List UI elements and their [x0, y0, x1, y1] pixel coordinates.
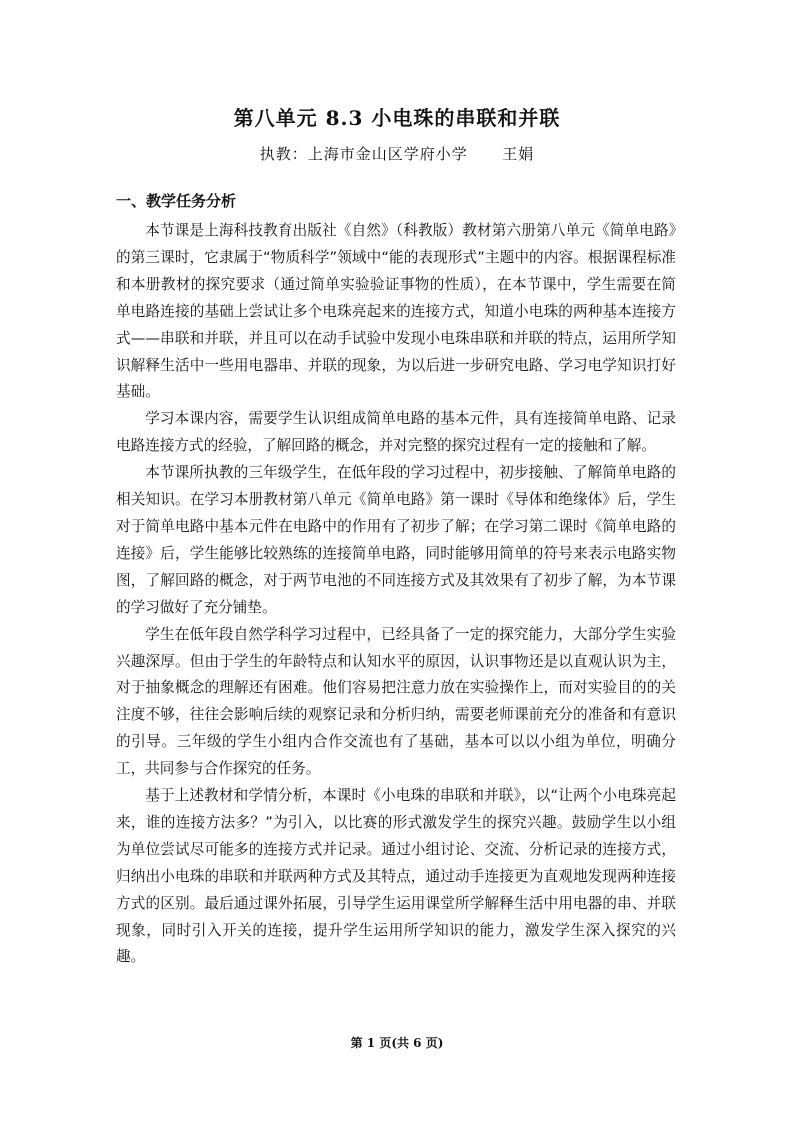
paragraph-2: 学习本课内容，需要学生认识组成简单电路的基本元件，具有连接简单电路、记录电路连接方式的经验，了解回路的概念，并对完整的探究过程有一定的接触和了解。	[116, 410, 676, 455]
paragraph-1: 本节课是上海科技教育出版社《自然》（科教版）教材第六册第八单元《简单电路》的第三课时，它隶属于“物质科学”领域中“能的表现形式”主题中的内容。根据课程标准和本册教材的探究要求（通过简单实验验证事物的性质），在本节课中，学生需要在简单电路连接的基础上尝试让多个电珠亮起来的连接方式，知道小电珠的两种基本连接方式——串联和并联，并且可以在动手试验中发现小电珠串联和并联的特点，运用所学知识解释生活中一些用电器串、并联的现象，为以后进一步研究电路、学习电学知识打好基础。	[116, 222, 676, 401]
section-heading: 一、教学任务分析	[116, 192, 237, 210]
author-line: 执教：上海市金山区学府小学 王娟	[259, 145, 535, 163]
document-title: 第八单元 8.3 小电珠的串联和并联	[233, 106, 561, 130]
paragraph-5: 基于上述教材和学情分析，本课时《小电珠的串联和并联》，以“让两个小电珠亮起来，谁的连接方法多？”为引入，以比赛的形式激发学生的探究兴趣。鼓励学生以小组为单位尝试尽可能多的连接方式并记录。通过小组讨论、交流、分析记录的连接方式，归纳出小电珠的串联和并联两种方式及其特点，通过动手连接更为直观地发现两种连接方式的区别。最后通过课外拓展，引导学生运用课堂所学解释生活中用电器的串、并联现象，同时引入开关的连接，提升学生运用所学知识的能力，激发学生深入探究的兴趣。	[116, 787, 676, 966]
paragraph-3: 本节课所执教的三年级学生，在低年段的学习过程中，初步接触、了解简单电路的相关知识。在学习本册教材第八单元《简单电路》第一课时《导体和绝缘体》后，学生对于简单电路中基本元件在电路中的作用有了初步了解；在学习第二课时《简单电路的连接》后，学生能够比较熟练的连接简单电路，同时能够用简单的符号来表示电路实物图，了解回路的概念，对于两节电池的不同连接方式及其效果有了初步了解，为本节课的学习做好了充分铺垫。	[116, 464, 676, 616]
body-text	[116, 218, 676, 971]
page-footer: 第 1 页(共 6 页)	[350, 1036, 444, 1050]
paragraph-4: 学生在低年段自然学科学习过程中，已经具备了一定的探究能力，大部分学生实验兴趣深厚。但由于学生的年龄特点和认知水平的原因，认识事物还是以直观认识为主，对于抽象概念的理解还有困难。他们容易把注意力放在实验操作上，而对实验目的的关注度不够，往往会影响后续的观察记录和分析归纳，需要老师课前充分的准备和有意识的引导。三年级的学生小组内合作交流也有了基础，基本可以以小组为单位，明确分工，共同参与合作探究的任务。	[116, 625, 676, 778]
